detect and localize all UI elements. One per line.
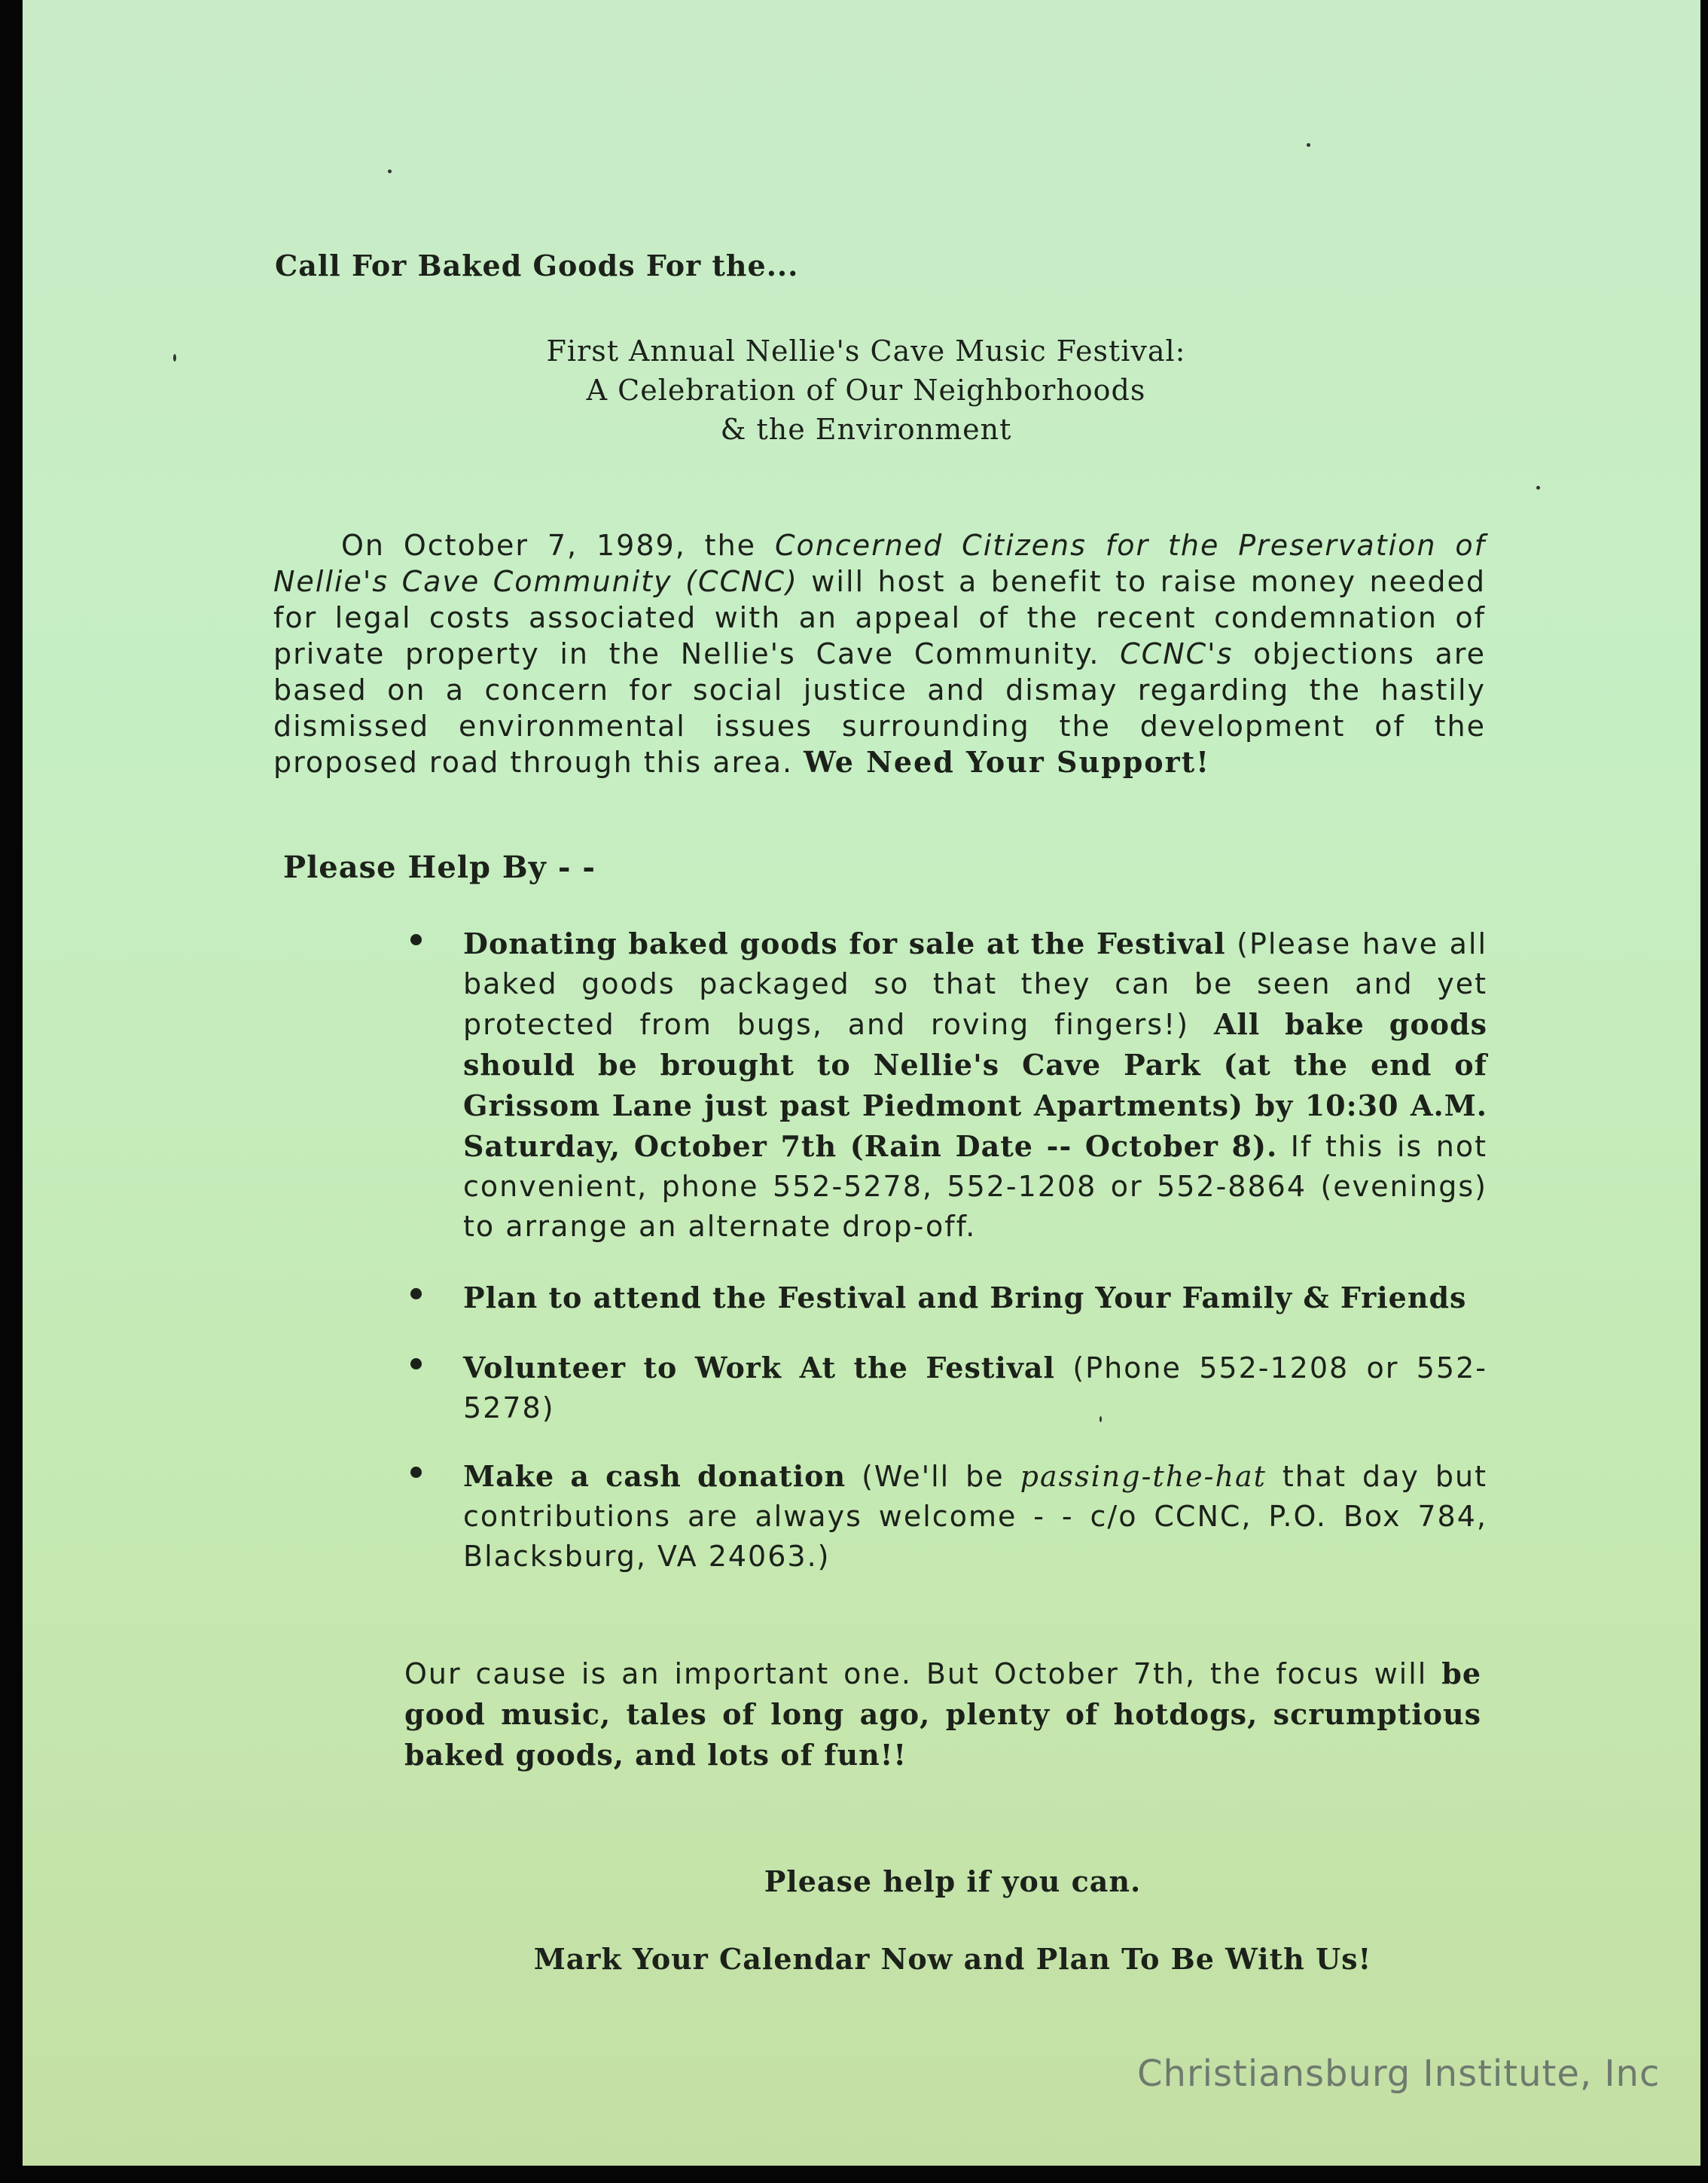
bullet-volunteer [463,1348,1487,1428]
title-line: & the Environment [720,413,1012,446]
bullet-bold-body: All bake goods should be brought to Nellie's Cave Park (at the end of Grissom Lane just past Piedmont Apartments) by 10:30 A.M. Saturday, October 7th (Rain Date -- October 8). [463,1007,1487,1163]
bullet-donate-baked-goods [463,924,1487,1247]
bullet-icon [410,1358,422,1369]
please-help-line: Please help if you can. [764,1864,1142,1898]
closing-paragraph [404,1653,1481,1775]
title-line: First Annual Nellie's Cave Music Festival: [546,334,1186,368]
bullet-body: (We'll be [846,1460,1020,1493]
document-page [23,0,1700,2166]
intro-paragraph [273,527,1486,780]
bullet-body: that day but contributions are always welcome - - c/o CCNC, P.O. Box 784, Blacksburg, VA 24063.) [463,1460,1488,1573]
intro-text: will host a benefit to raise money needed for legal costs associated with an appeal of the recent condemnation of private property in the Nellie's Cave Community. [273,565,1486,670]
bullet-body: (Please have all baked goods packaged so that they can be seen and yet protected from bugs, and roving fingers!) [463,927,1487,1041]
org-name: Concerned Citizens for the Preservation of Nellie's Cave Community (CCNC) [273,529,1487,598]
bullet-icon [410,1288,422,1299]
mark-calendar-line: Mark Your Calendar Now and Plan To Be With Us! [533,1942,1372,1976]
intro-text: objections are based on a concern for social justice and dismay regarding the hastily dismissed environmental issues surrounding the development of the proposed road through this area. [273,637,1486,779]
bullet-attend-festival [463,1278,1487,1318]
paper-speck [173,354,176,362]
bullet-lead: Plan to attend the Festival and Bring Your Family & Friends [463,1281,1467,1314]
title-line: A Celebration of Our Neighborhoods [586,374,1146,407]
bullet-icon [410,1467,422,1478]
bullet-icon [410,934,422,945]
paper-speck [1307,143,1310,147]
bullet-body: If this is not convenient, phone 552-5278, 552-1208 or 552-8864 (evenings) to arrange an alternate drop-off. [463,1130,1488,1243]
paper-speck [1536,486,1540,490]
closing-text: Our cause is an important one. But October 7th, the focus will [404,1657,1442,1690]
bullet-body: (Phone 552-1208 or 552-5278) [463,1351,1487,1424]
closing-bold: be good music, tales of long ago, plenty of hotdogs, scrumptious baked goods, and lots of fun!! [404,1656,1481,1772]
bullet-italic: passing-the-hat [1020,1460,1267,1493]
org-abbrev: CCNC's [1120,637,1234,670]
page-heading: Call For Baked Goods For the... [275,249,799,282]
support-callout: We Need Your Support! [804,745,1210,779]
watermark: Christiansburg Institute, Inc [1137,2053,1661,2095]
festival-title [399,331,1333,449]
bullet-lead: Make a cash donation [463,1459,846,1493]
intro-text: On October 7, 1989, the [341,529,775,562]
bullet-lead: Volunteer to Work At the Festival [463,1351,1055,1385]
help-label: Please Help By - - [283,850,596,885]
bullet-cash-donation [463,1456,1487,1577]
bullet-lead: Donating baked goods for sale at the Festival [463,927,1226,960]
paper-speck [388,169,392,173]
